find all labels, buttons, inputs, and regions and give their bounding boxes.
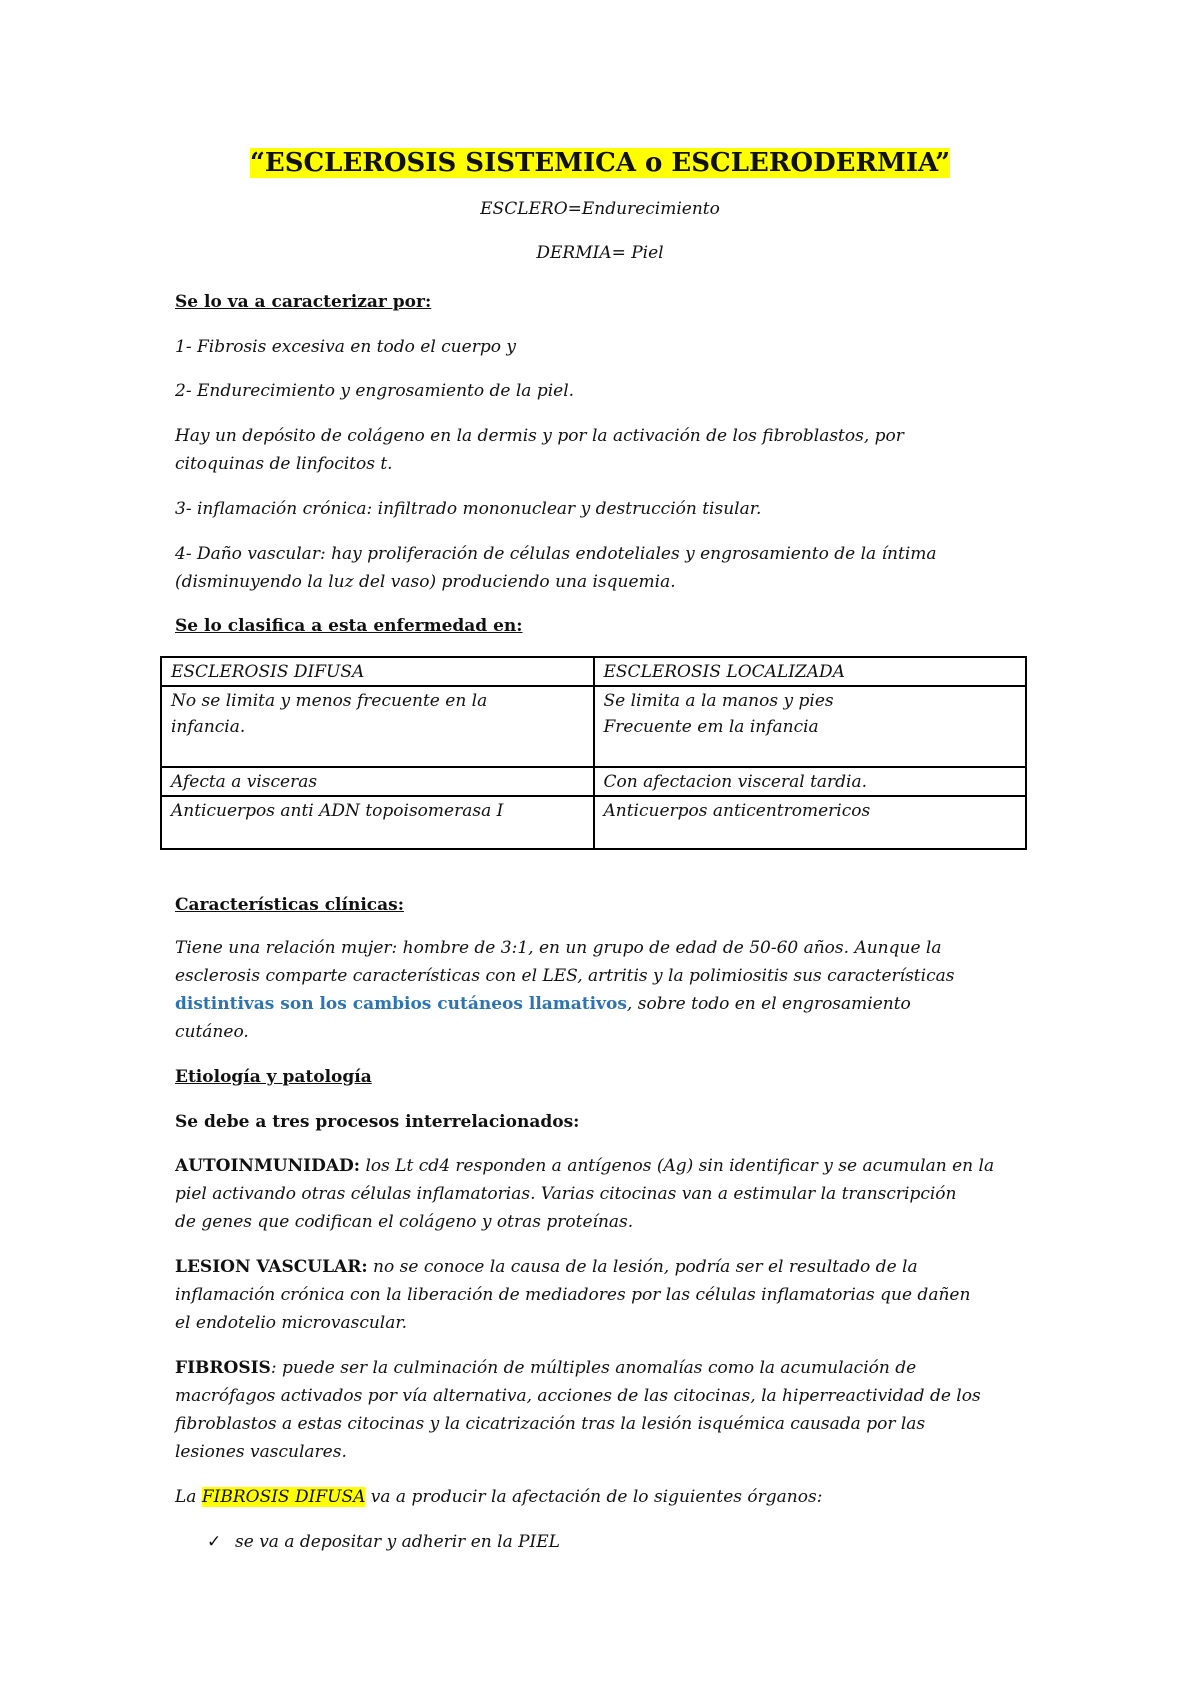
table-header-difusa: ESCLEROSIS DIFUSA xyxy=(161,657,594,686)
title-highlight: “ESCLEROSIS SISTEMICA o ESCLERODERMIA” xyxy=(249,148,951,178)
list-item-3: 3- inflamación crónica: infiltrado mononuclear y destrucción tisular. xyxy=(175,499,762,519)
document-title xyxy=(0,146,1200,180)
fibrosis-line1 xyxy=(175,1354,916,1382)
table-cell: Con afectacion visceral tardia. xyxy=(594,767,1027,796)
heading-clinicas: Características clínicas: xyxy=(175,895,404,915)
table-cell: Afecta a visceras xyxy=(161,767,594,796)
table-cell: Anticuerpos anti ADN topoisomerasa I xyxy=(161,796,594,849)
fibrosis-line4: lesiones vasculares. xyxy=(175,1442,347,1462)
difusa-highlight: FIBROSIS DIFUSA xyxy=(201,1487,366,1507)
fibrosis-line3: fibroblastos a estas citocinas y la cicatrización tras la lesión isquémica causada por las xyxy=(175,1414,926,1434)
clinicas-line2: esclerosis comparte características con el LES, artritis y la polimiositis sus características xyxy=(175,966,955,986)
difusa-post: va a producir la afectación de lo siguientes órganos: xyxy=(365,1487,823,1507)
table-row xyxy=(161,657,1026,686)
table-cell-line: Se limita a la manos y pies xyxy=(603,691,834,711)
table-cell: Anticuerpos anticentromericos xyxy=(594,796,1027,849)
clinicas-line3 xyxy=(175,990,911,1018)
table-cell xyxy=(161,686,594,767)
heading-etiologia: Etiología y patología xyxy=(175,1067,372,1087)
table-cell xyxy=(594,686,1027,767)
table-cell-line: infancia. xyxy=(171,717,246,737)
list-item-1: 1- Fibrosis excesiva en todo el cuerpo y xyxy=(175,337,516,357)
fibrosis-text: : puede ser la culminación de múltiples anomalías como la acumulación de xyxy=(270,1358,917,1378)
table-cell-line: Frecuente em la infancia xyxy=(603,717,819,737)
fibrosis-line2: macrófagos activados por vía alternativa, acciones de las citocinas, la hiperreactividad de los xyxy=(175,1386,981,1406)
table-header-localizada: ESCLEROSIS LOCALIZADA xyxy=(594,657,1027,686)
heading-clasifica: Se lo clasifica a esta enfermedad en: xyxy=(175,616,523,636)
lesion-line3: el endotelio microvascular. xyxy=(175,1313,408,1333)
autoinmunidad-text: los Lt cd4 responden a antígenos (Ag) sin identificar y se acumulan en la xyxy=(360,1156,995,1176)
paragraph-colageno-line1: Hay un depósito de colágeno en la dermis y por la activación de los fibroblastos, por xyxy=(175,426,904,446)
heading-procesos: Se debe a tres procesos interrelacionados: xyxy=(175,1112,580,1132)
paragraph-colageno-line2: citoquinas de linfocitos t. xyxy=(175,454,393,474)
autoinmunidad-line1 xyxy=(175,1152,994,1180)
clinicas-emphasis: distintivas son los cambios cutáneos llamativos xyxy=(175,994,627,1014)
subtitle-dermia: DERMIA= Piel xyxy=(536,243,664,263)
table-row xyxy=(161,686,1026,767)
subtitle-esclero: ESCLERO=Endurecimiento xyxy=(480,199,720,219)
checkmark-icon: ✓ xyxy=(207,1532,222,1552)
lesion-label: LESION VASCULAR: xyxy=(175,1257,368,1277)
fibrosis-label: FIBROSIS xyxy=(175,1358,271,1378)
difusa-line xyxy=(175,1483,822,1511)
table-row xyxy=(161,796,1026,849)
check-item-text: se va a depositar y adherir en la PIEL xyxy=(235,1532,560,1552)
autoinmunidad-label: AUTOINMUNIDAD: xyxy=(175,1156,361,1176)
table-cell-line: No se limita y menos frecuente en la xyxy=(171,691,488,711)
list-item-4-line2: (disminuyendo la luz del vaso) produciendo una isquemia. xyxy=(175,572,676,592)
classification-table xyxy=(160,656,1027,850)
autoinmunidad-line2: piel activando otras células inflamatorias. Varias citocinas van a estimular la transcripción xyxy=(175,1184,957,1204)
list-item-4-line1: 4- Daño vascular: hay proliferación de células endoteliales y engrosamiento de la íntima xyxy=(175,544,937,564)
lesion-line1 xyxy=(175,1253,918,1281)
lesion-text: no se conoce la causa de la lesión, podría ser el resultado de la xyxy=(367,1257,918,1277)
difusa-pre: La xyxy=(175,1487,202,1507)
clinicas-line1: Tiene una relación mujer: hombre de 3:1, en un grupo de edad de 50-60 años. Aunque la xyxy=(175,938,942,958)
check-list-item xyxy=(207,1528,560,1556)
clinicas-line4: cutáneo. xyxy=(175,1022,249,1042)
heading-caracterizar: Se lo va a caracterizar por: xyxy=(175,292,432,312)
lesion-line2: inflamación crónica con la liberación de mediadores por las células inflamatorias que dañen xyxy=(175,1285,971,1305)
clinicas-line3-rest: , sobre todo en el engrosamiento xyxy=(626,994,911,1014)
table-row xyxy=(161,767,1026,796)
list-item-2: 2- Endurecimiento y engrosamiento de la piel. xyxy=(175,381,575,401)
autoinmunidad-line3: de genes que codifican el colágeno y otras proteínas. xyxy=(175,1212,634,1232)
